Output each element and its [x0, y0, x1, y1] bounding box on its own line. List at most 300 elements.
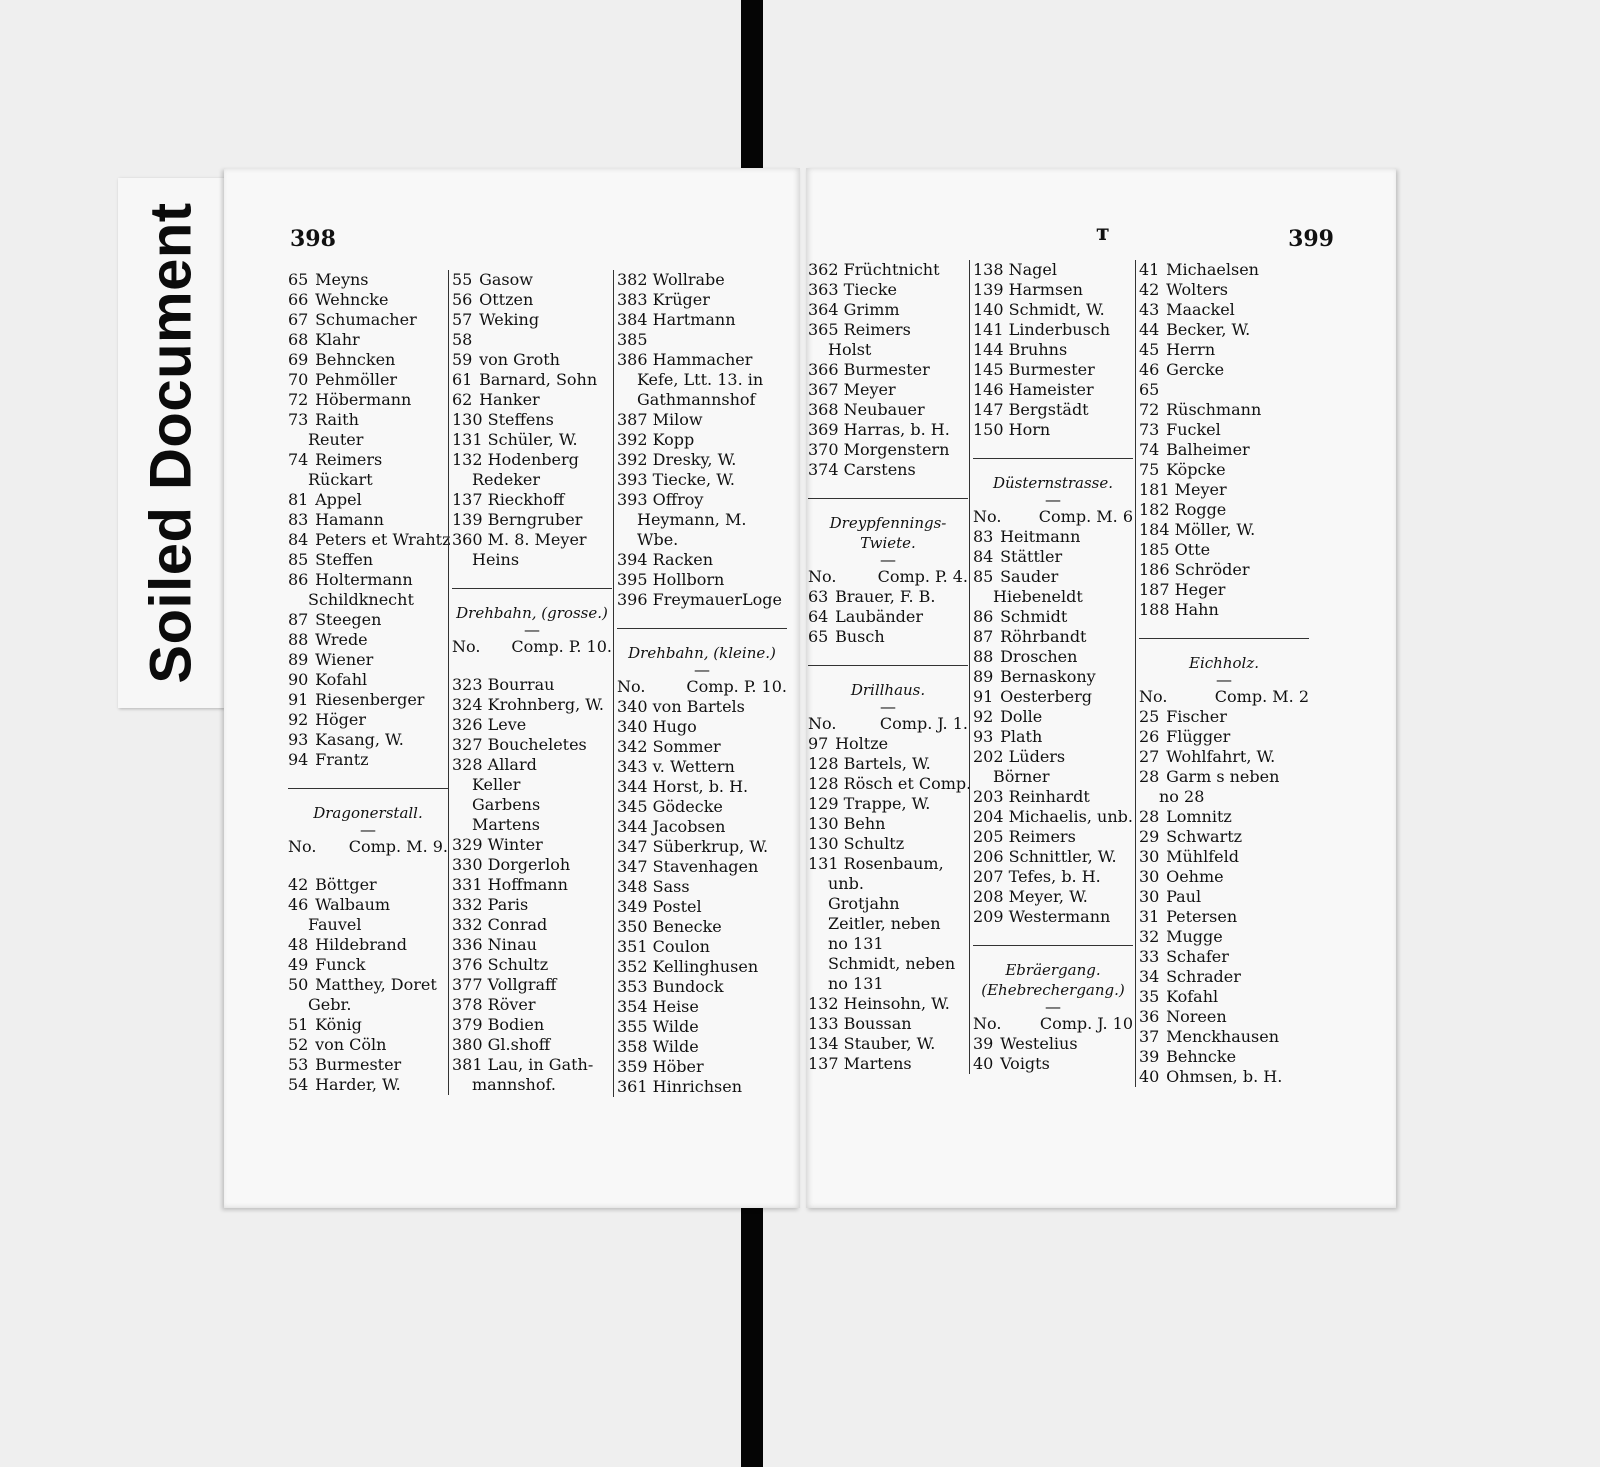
resident-name: Burmester — [843, 360, 930, 379]
entry-continuation: Zeitler, neben — [828, 914, 941, 933]
house-number: 134 — [808, 1034, 839, 1053]
directory-entry — [452, 530, 612, 550]
entry-continuation: no 28 — [1159, 787, 1205, 806]
directory-entry — [808, 734, 968, 754]
spacer — [288, 857, 448, 875]
entry-continuation: Rückart — [308, 470, 373, 489]
street-heading: Eichholz. — [1189, 654, 1259, 672]
directory-entry — [973, 887, 1133, 907]
resident-name: Appel — [315, 490, 362, 509]
directory-entry — [288, 410, 448, 430]
resident-name: Möller, W. — [1174, 520, 1256, 539]
resident-name: Holtze — [835, 734, 889, 753]
resident-name: Rogge — [1174, 500, 1227, 519]
entry-continuation: Garbens — [472, 795, 541, 814]
right-page — [806, 168, 1396, 1208]
house-number: 355 — [617, 1017, 648, 1036]
directory-entry — [617, 937, 787, 957]
house-number: 182 — [1139, 500, 1170, 519]
directory-entry — [808, 420, 968, 440]
resident-name: Conrad — [487, 915, 548, 934]
house-number: 331 — [452, 875, 483, 894]
resident-name: Hinrichsen — [652, 1077, 743, 1096]
resident-name: Voigts — [1000, 1054, 1050, 1073]
house-number: 186 — [1139, 560, 1170, 579]
resident-name: Tefes, b. H. — [1008, 867, 1101, 886]
house-number: 354 — [617, 997, 648, 1016]
directory-entry — [973, 787, 1133, 807]
directory-entry — [973, 527, 1133, 547]
resident-name: Meyns — [315, 270, 369, 289]
resident-name: Schultz — [843, 834, 905, 853]
directory-entry — [288, 895, 448, 915]
company-header — [1139, 687, 1309, 707]
house-number: 128 — [808, 754, 839, 773]
directory-entry — [1139, 540, 1309, 560]
house-number: 361 — [617, 1077, 648, 1096]
entry-continuation: no 131 — [828, 974, 884, 993]
directory-entry — [1139, 827, 1309, 847]
house-number: 378 — [452, 995, 483, 1014]
resident-name: Gl.shoff — [487, 1035, 551, 1054]
resident-name: Schmidt — [1000, 607, 1068, 626]
resident-name: Martens — [843, 1054, 912, 1073]
resident-name: Offroy — [652, 490, 704, 509]
resident-name: Bundock — [652, 977, 724, 996]
resident-name: Becker, W. — [1166, 320, 1251, 339]
directory-entry — [1139, 987, 1309, 1007]
resident-name: Sauder — [1000, 567, 1059, 586]
house-number: 360 — [452, 530, 483, 549]
entry-continuation: Schmidt, neben — [828, 954, 956, 973]
resident-name: Süberkrup, W. — [652, 837, 769, 856]
resident-name: Früchtnicht — [843, 260, 940, 279]
house-number: 328 — [452, 755, 483, 774]
house-number: 187 — [1139, 580, 1170, 599]
resident-name: Hollborn — [652, 570, 725, 589]
house-number: 42 — [1139, 280, 1160, 299]
house-number: 347 — [617, 857, 648, 876]
house-number: 132 — [808, 994, 839, 1013]
house-number: 332 — [452, 915, 483, 934]
resident-name: Gasow — [479, 270, 533, 289]
resident-name: Burmester — [1008, 360, 1095, 379]
house-number: 73 — [1139, 420, 1160, 439]
entry-continuation: Keller — [472, 775, 521, 794]
heading-dash: — — [694, 660, 710, 679]
entry-continuation: Hiebeneldt — [993, 587, 1083, 606]
resident-name: Stavenhagen — [652, 857, 759, 876]
directory-entry — [617, 570, 787, 590]
directory-entry — [1139, 500, 1309, 520]
section-divider — [973, 458, 1133, 459]
resident-name: Rösch et Comp. — [843, 774, 972, 793]
company-label: Comp. P. 10. — [511, 637, 612, 656]
column-4 — [808, 260, 972, 1074]
section-divider — [617, 628, 787, 629]
number-column-label: No. — [288, 837, 317, 856]
resident-name: Schumacher — [315, 310, 417, 329]
resident-name: Meyer — [843, 380, 896, 399]
resident-name: Behncken — [315, 350, 396, 369]
house-number: 377 — [452, 975, 483, 994]
house-number: 207 — [973, 867, 1004, 886]
directory-entry — [617, 977, 787, 997]
resident-name: Steffens — [487, 410, 554, 429]
house-number: 90 — [288, 670, 309, 689]
entry-continuation: Gathmannshof — [637, 390, 756, 409]
directory-entry — [452, 935, 612, 955]
directory-entry — [808, 280, 968, 300]
resident-name: Harmsen — [1008, 280, 1083, 299]
resident-name: Carstens — [843, 460, 916, 479]
house-number: 349 — [617, 897, 648, 916]
house-number: 181 — [1139, 480, 1170, 499]
directory-entry — [973, 360, 1133, 380]
house-number: 131 — [808, 854, 839, 873]
house-number: 352 — [617, 957, 648, 976]
house-number: 130 — [808, 834, 839, 853]
house-number: 92 — [288, 710, 309, 729]
number-column-label: No. — [808, 567, 837, 586]
resident-name: Hamann — [315, 510, 384, 529]
resident-name: Busch — [835, 627, 885, 646]
directory-entry — [452, 490, 612, 510]
directory-entry — [808, 607, 968, 627]
resident-name: von Bartels — [652, 697, 745, 716]
resident-name: Reimers — [315, 450, 383, 469]
house-number: 37 — [1139, 1027, 1160, 1046]
house-number: 63 — [808, 587, 829, 606]
house-number: 393 — [617, 470, 648, 489]
resident-name: Tiecke — [843, 280, 898, 299]
house-number: 53 — [288, 1055, 309, 1074]
resident-name: Fuckel — [1166, 420, 1221, 439]
directory-entry — [452, 895, 612, 915]
resident-name: M. 8. Meyer — [487, 530, 587, 549]
directory-entry — [452, 290, 612, 310]
directory-entry — [617, 877, 787, 897]
house-number: 29 — [1139, 827, 1160, 846]
resident-name: Vollgraff — [487, 975, 557, 994]
house-number: 394 — [617, 550, 648, 569]
house-number: 65 — [288, 270, 309, 289]
margin-mark: т — [1096, 220, 1110, 246]
directory-entry — [1139, 907, 1309, 927]
directory-entry — [1139, 1047, 1309, 1067]
directory-entry — [1139, 967, 1309, 987]
resident-name: Behn — [843, 814, 886, 833]
directory-entry — [617, 857, 787, 877]
directory-entry — [288, 330, 448, 350]
heading-dash: — — [1216, 670, 1232, 689]
directory-entry — [1139, 1007, 1309, 1027]
directory-entry — [617, 1077, 787, 1097]
house-number: 203 — [973, 787, 1004, 806]
entry-continuation: no 131 — [828, 934, 884, 953]
resident-name: Matthey, Doret — [315, 975, 437, 994]
directory-entry — [452, 270, 612, 290]
column-1 — [288, 270, 451, 1095]
house-number: 383 — [617, 290, 648, 309]
house-number: 342 — [617, 737, 648, 756]
directory-entry — [973, 1034, 1133, 1054]
house-number: 75 — [1139, 460, 1160, 479]
resident-name: Bourrau — [487, 675, 555, 694]
house-number: 92 — [973, 707, 994, 726]
heading-dash: — — [524, 620, 540, 639]
directory-entry — [973, 667, 1133, 687]
house-number: 141 — [973, 320, 1004, 339]
directory-entry — [288, 670, 448, 690]
house-number: 72 — [288, 390, 309, 409]
company-header — [288, 837, 448, 857]
house-number: 30 — [1139, 867, 1160, 886]
directory-entry — [288, 975, 448, 995]
house-number: 65 — [808, 627, 829, 646]
house-number: 128 — [808, 774, 839, 793]
house-number: 147 — [973, 400, 1004, 419]
directory-entry — [1139, 747, 1309, 767]
entry-continuation: Börner — [993, 767, 1050, 786]
house-number: 74 — [1139, 440, 1160, 459]
resident-name: Hoffmann — [487, 875, 568, 894]
directory-entry — [617, 1037, 787, 1057]
house-number: 344 — [617, 777, 648, 796]
resident-name: Bartels, W. — [843, 754, 931, 773]
house-number: 202 — [973, 747, 1004, 766]
number-column-label: No. — [452, 637, 481, 656]
column-2 — [448, 270, 612, 1095]
directory-entry — [973, 907, 1133, 927]
directory-entry — [973, 727, 1133, 747]
directory-entry — [452, 390, 612, 410]
resident-name: Michaelsen — [1166, 260, 1259, 279]
resident-name: Racken — [652, 550, 714, 569]
house-number: 382 — [617, 270, 648, 289]
street-heading: Drillhaus. — [850, 681, 926, 699]
house-number: 93 — [288, 730, 309, 749]
resident-name: Bodien — [487, 1015, 545, 1034]
resident-name: Gödecke — [652, 797, 723, 816]
resident-name: Plath — [1000, 727, 1043, 746]
section-divider — [1139, 638, 1309, 639]
resident-name: Linderbusch — [1008, 320, 1111, 339]
directory-entry — [973, 380, 1133, 400]
directory-entry — [1139, 260, 1309, 280]
house-number: 396 — [617, 590, 648, 609]
house-number: 137 — [452, 490, 483, 509]
resident-name: Flügger — [1166, 727, 1231, 746]
house-number: 324 — [452, 695, 483, 714]
house-number: 369 — [808, 420, 839, 439]
house-number: 358 — [617, 1037, 648, 1056]
directory-entry — [288, 450, 448, 470]
resident-name: Balheimer — [1166, 440, 1250, 459]
resident-name: Kellinghusen — [652, 957, 759, 976]
house-number: 144 — [973, 340, 1004, 359]
resident-name: Wilde — [652, 1037, 699, 1056]
street-heading: Twiete. — [860, 534, 916, 552]
heading-dash: — — [360, 820, 376, 839]
resident-name: Kopp — [652, 430, 695, 449]
house-number: 150 — [973, 420, 1004, 439]
house-number: 89 — [288, 650, 309, 669]
column-3 — [613, 270, 787, 1097]
resident-name: Allard — [487, 755, 537, 774]
directory-entry — [1139, 727, 1309, 747]
resident-name: Maackel — [1166, 300, 1235, 319]
house-number: 26 — [1139, 727, 1160, 746]
house-number: 330 — [452, 855, 483, 874]
directory-entry — [288, 1015, 448, 1035]
house-number: 209 — [973, 907, 1004, 926]
resident-name: Hartmann — [652, 310, 736, 329]
directory-entry — [617, 917, 787, 937]
directory-entry — [1139, 887, 1309, 907]
resident-name: Krüger — [652, 290, 710, 309]
directory-entry — [973, 420, 1133, 440]
resident-name: v. Wettern — [652, 757, 735, 776]
directory-entry — [808, 627, 968, 647]
house-number: 326 — [452, 715, 483, 734]
directory-entry — [1139, 1027, 1309, 1047]
directory-entry — [973, 747, 1133, 767]
company-header — [973, 507, 1133, 527]
resident-name: Rosenbaum, — [843, 854, 944, 873]
directory-entry — [288, 510, 448, 530]
directory-entry — [452, 955, 612, 975]
house-number: 41 — [1139, 260, 1160, 279]
directory-entry — [452, 310, 612, 330]
directory-entry — [617, 590, 787, 610]
directory-entry — [288, 690, 448, 710]
resident-name: Ninau — [487, 935, 537, 954]
house-number: 140 — [973, 300, 1004, 319]
directory-entry — [808, 587, 968, 607]
entry-continuation: Wbe. — [637, 530, 679, 549]
resident-name: Horn — [1008, 420, 1051, 439]
resident-name: Wiener — [315, 650, 374, 669]
directory-entry — [808, 440, 968, 460]
directory-entry — [452, 695, 612, 715]
house-number: 129 — [808, 794, 839, 813]
directory-entry — [808, 460, 968, 480]
resident-name: Ohmsen, b. H. — [1166, 1067, 1283, 1086]
house-number: 365 — [808, 320, 839, 339]
house-number: 367 — [808, 380, 839, 399]
house-number: 348 — [617, 877, 648, 896]
directory-entry — [808, 1034, 968, 1054]
directory-entry — [973, 707, 1133, 727]
resident-name: von Groth — [479, 350, 560, 369]
directory-entry — [617, 550, 787, 570]
directory-entry — [452, 450, 612, 470]
resident-name: Mugge — [1166, 927, 1223, 946]
directory-entry — [288, 1035, 448, 1055]
directory-entry — [973, 867, 1133, 887]
house-number: 205 — [973, 827, 1004, 846]
house-number: 340 — [617, 697, 648, 716]
resident-name: Wollrabe — [652, 270, 725, 289]
directory-entry — [973, 260, 1133, 280]
house-number: 25 — [1139, 707, 1160, 726]
resident-name: Schnittler, W. — [1008, 847, 1117, 866]
resident-name: Stauber, W. — [843, 1034, 936, 1053]
directory-entry — [1139, 560, 1309, 580]
resident-name: Stättler — [1000, 547, 1063, 566]
resident-name: Wilde — [652, 1017, 699, 1036]
resident-name: Hanker — [479, 390, 540, 409]
resident-name: Harder, W. — [315, 1075, 401, 1094]
resident-name: Westermann — [1008, 907, 1111, 926]
section-divider — [973, 945, 1133, 946]
directory-entry — [617, 717, 787, 737]
directory-entry — [288, 750, 448, 770]
house-number: 64 — [808, 607, 829, 626]
house-number: 44 — [1139, 320, 1160, 339]
directory-entry — [617, 817, 787, 837]
house-number: 185 — [1139, 540, 1170, 559]
resident-name: Steegen — [315, 610, 382, 629]
label-text: Soiled Document — [138, 202, 204, 684]
directory-entry — [973, 607, 1133, 627]
resident-name: Sass — [652, 877, 690, 896]
house-number: 332 — [452, 895, 483, 914]
directory-entry — [973, 320, 1133, 340]
house-number: 40 — [973, 1054, 994, 1073]
house-number: 139 — [973, 280, 1004, 299]
house-number: 27 — [1139, 747, 1160, 766]
house-number: 380 — [452, 1035, 483, 1054]
directory-entry — [808, 300, 968, 320]
resident-name: Coulon — [652, 937, 710, 956]
house-number: 39 — [973, 1034, 994, 1053]
directory-entry — [452, 370, 612, 390]
house-number: 50 — [288, 975, 309, 994]
company-label: Comp. M. 9. — [348, 837, 448, 856]
directory-entry — [617, 310, 787, 330]
resident-name: Garm s neben — [1166, 767, 1280, 786]
resident-name: Barnard, Sohn — [479, 370, 598, 389]
directory-entry — [452, 350, 612, 370]
resident-name: Schröder — [1174, 560, 1250, 579]
house-number: 130 — [452, 410, 483, 429]
directory-entry — [617, 897, 787, 917]
directory-entry — [1139, 360, 1309, 380]
house-number: 52 — [288, 1035, 309, 1054]
house-number: 83 — [288, 510, 309, 529]
resident-name: Pehmöller — [315, 370, 398, 389]
resident-name: Berngruber — [487, 510, 583, 529]
house-number: 374 — [808, 460, 839, 479]
house-number: 376 — [452, 955, 483, 974]
house-number: 91 — [288, 690, 309, 709]
directory-entry — [452, 1015, 612, 1035]
house-number: 392 — [617, 450, 648, 469]
resident-name: Schafer — [1166, 947, 1229, 966]
resident-name: Ottzen — [479, 290, 534, 309]
directory-entry — [1139, 520, 1309, 540]
house-number: 385 — [617, 330, 648, 349]
heading-dash: — — [1045, 490, 1061, 509]
directory-entry — [288, 1075, 448, 1095]
house-number: 208 — [973, 887, 1004, 906]
directory-entry — [288, 550, 448, 570]
directory-entry — [973, 400, 1133, 420]
resident-name: Heinsohn, W. — [843, 994, 950, 1013]
house-number: 61 — [452, 370, 473, 389]
